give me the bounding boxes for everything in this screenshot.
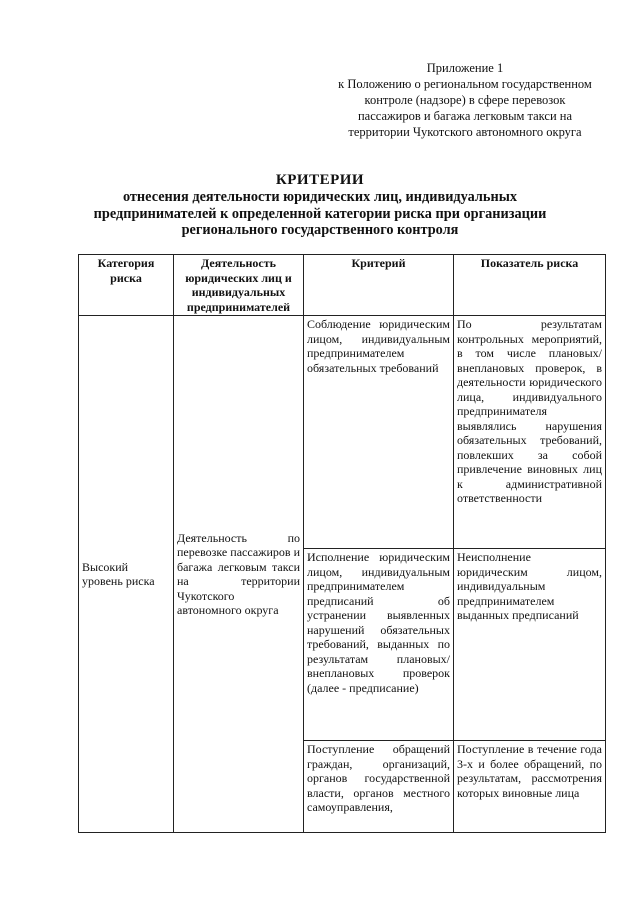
indicator-cell: По результатам контрольных мероприятий, в том числе плановых/внеплановых проверок, в деятельности юридического лица, индивидуального предпринимателя выявлялись нарушения обязательных требований, повлекших за собой привлечение виновных лиц к административной ответственности [454,316,606,549]
header-activity: Деятельность юридических лиц и индивидуальных предпринимателей [174,255,304,316]
annex-note [330,60,600,140]
indicator-cell: Неисполнение юридическим лицом, индивидуальным предпринимателем выданных предписаний [454,549,606,741]
activity-cell: Деятельность по перевозке пассажиров и багажа легковым такси на территории Чукотского автономного округа [174,316,304,833]
subtitle-line: отнесения деятельности юридических лиц, индивидуальных [122,189,518,205]
table-header-row [79,255,606,316]
annex-line: пассажиров и багажа легковым такси на [357,109,573,123]
table-row [79,316,606,549]
criterion-cell: Исполнение юридическим лицом, индивидуальным предпринимателем предписаний об устранении выявленных нарушений обязательных требований, выданных по результатам плановых/внеплановых проверок (далее - предписание) [304,549,454,741]
subtitle-line: предпринимателей к определенной категории риска при организации [93,205,547,222]
header-risk-category: Категория риска [79,255,174,316]
annex-line: Приложение 1 [426,61,504,75]
annex-line: контроле (надзоре) в сфере перевозок [364,93,566,107]
document-title: КРИТЕРИИ [275,172,365,188]
criterion-cell: Соблюдение юридическим лицом, индивидуальным предпринимателем обязательных требований [304,316,454,549]
annex-line: к Положению о региональном государственном [338,77,592,91]
risk-category-cell: Высокий уровень риска [79,316,174,833]
criteria-table [78,254,606,833]
annex-line: территории Чукотского автономного округа [348,125,582,139]
header-criterion: Критерий [304,255,454,316]
indicator-cell: Поступление в течение года 3-х и более обращений, по результатам, рассмотрения которых виновные лица [454,741,606,833]
header-risk-indicator: Показатель риска [454,255,606,316]
criterion-cell: Поступление обращений граждан, организаций, органов государственной власти, органов местного самоуправления, [304,741,454,833]
document-subtitle [0,189,640,239]
subtitle-line: регионального государственного контроля [181,222,459,238]
